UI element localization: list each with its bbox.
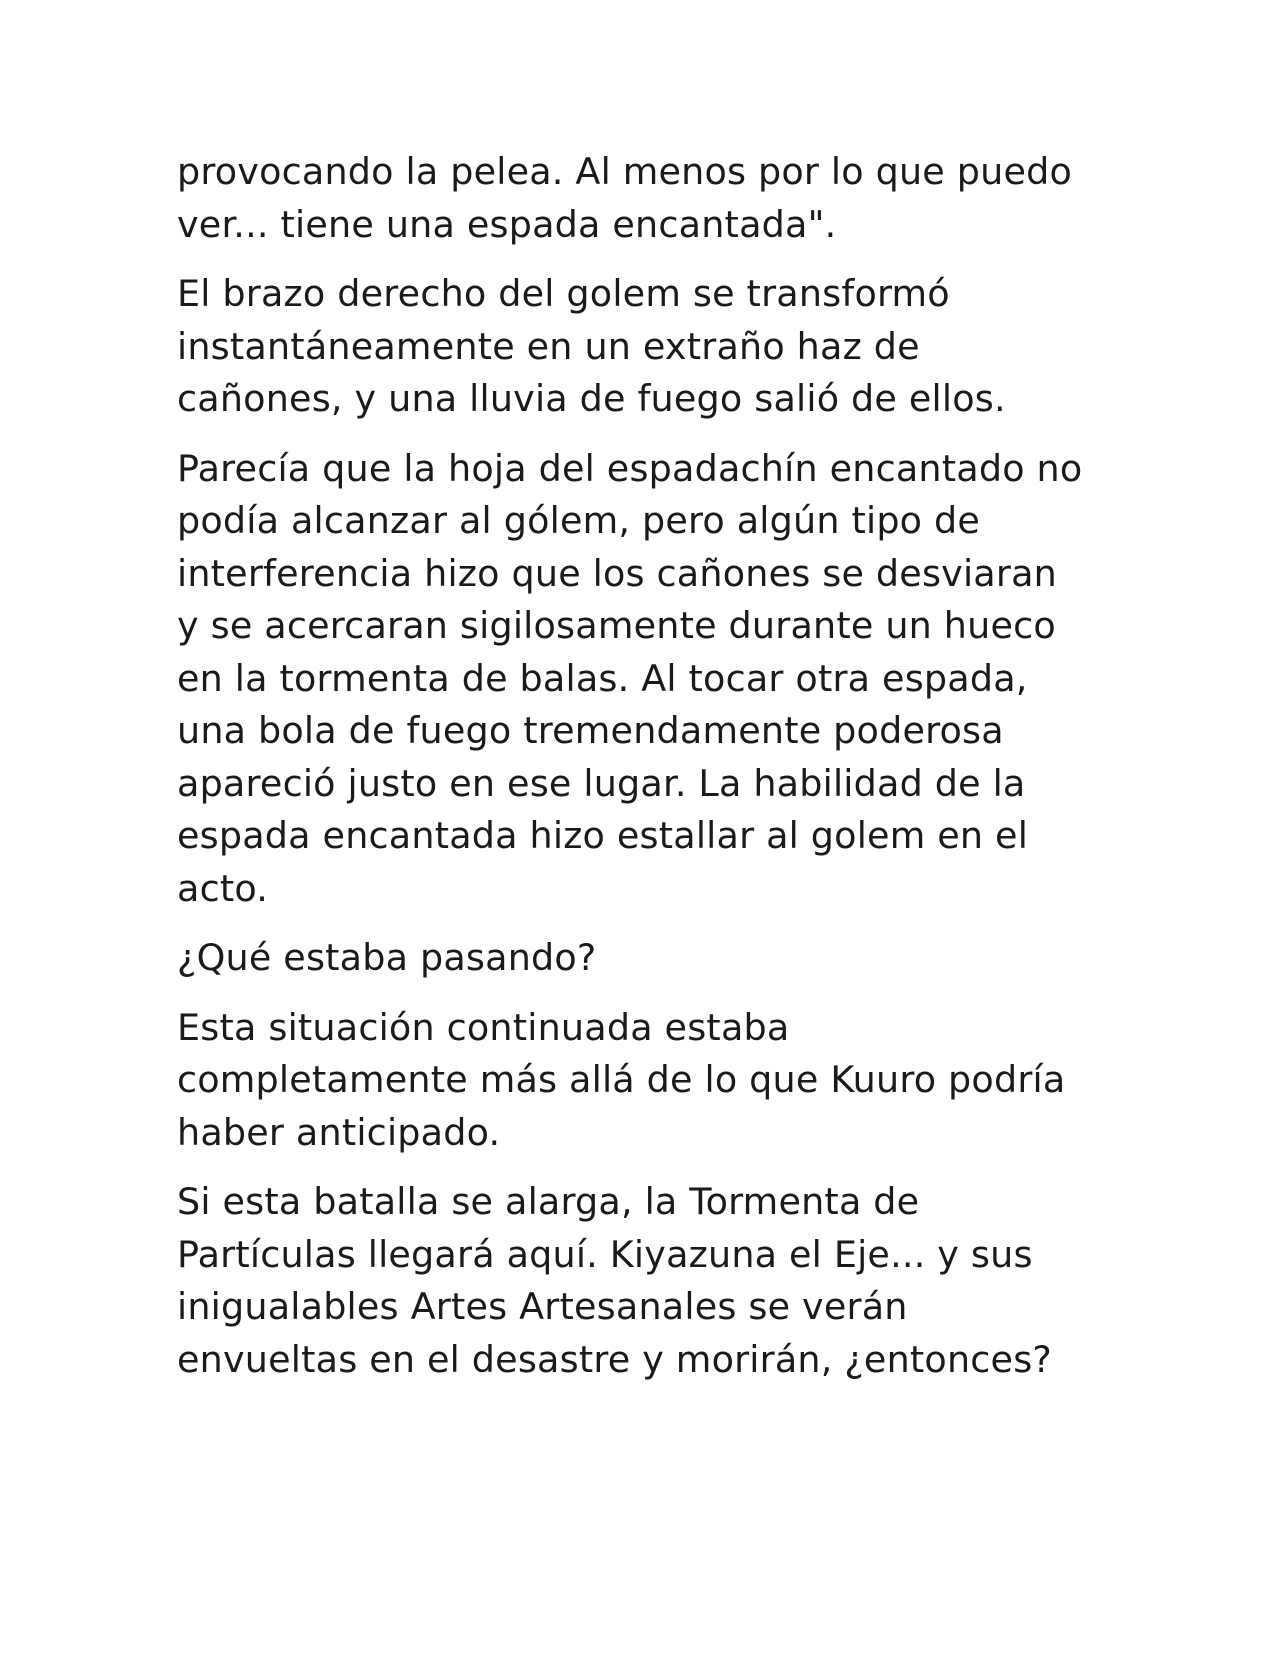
text-line: ver... tiene una espada encantada". [177, 202, 837, 246]
text-line: acto. [177, 866, 269, 910]
text-line: podía alcanzar al gólem, pero algún tipo de [177, 499, 981, 542]
text-line: apareció justo en ese lugar. La habilidad de la [177, 761, 1026, 805]
text-line: instantáneamente en un extraño haz de [177, 324, 920, 368]
paragraph-2 [177, 268, 1117, 426]
text-line: espada encantada hizo estallar al golem en el [177, 814, 1029, 857]
text-line: provocando la pelea. Al menos por lo que puedo [177, 150, 1073, 193]
text-line: Esta situación continuada estaba [177, 1005, 790, 1049]
text-line: envueltas en el desastre y morirán, ¿entonces? [177, 1337, 1053, 1381]
paragraph-3 [177, 443, 1117, 916]
paragraph-6 [177, 1176, 1117, 1386]
text-line: cañones, y una lluvia de fuego salió de ellos. [177, 377, 1006, 420]
text-line: y se acercaran sigilosamente durante un hueco [177, 604, 1056, 647]
text-line: una bola de fuego tremendamente poderosa [177, 709, 1004, 752]
text-line: inigualables Artes Artesanales se verán [177, 1285, 908, 1328]
text-line: Partículas llegará aquí. Kiyazuna el Eje... y sus [177, 1232, 1033, 1276]
text-line: ¿Qué estaba pasando? [177, 936, 597, 979]
document-text-body [177, 146, 1117, 1403]
paragraph-5 [177, 1002, 1117, 1160]
text-line: completamente más allá de lo que Kuuro podría [177, 1058, 1066, 1101]
text-line: interferencia hizo que los cañones se desviaran [177, 551, 1057, 595]
paragraph-1 [177, 146, 1117, 251]
text-line: Parecía que la hoja del espadachín encantado no [177, 446, 1083, 490]
paragraph-4 [177, 932, 1117, 985]
text-line: en la tormenta de balas. Al tocar otra espada, [177, 656, 1028, 700]
text-line: haber anticipado. [177, 1110, 501, 1154]
text-line: El brazo derecho del golem se transformó [177, 272, 950, 315]
text-line: Si esta batalla se alarga, la Tormenta de [177, 1180, 920, 1223]
